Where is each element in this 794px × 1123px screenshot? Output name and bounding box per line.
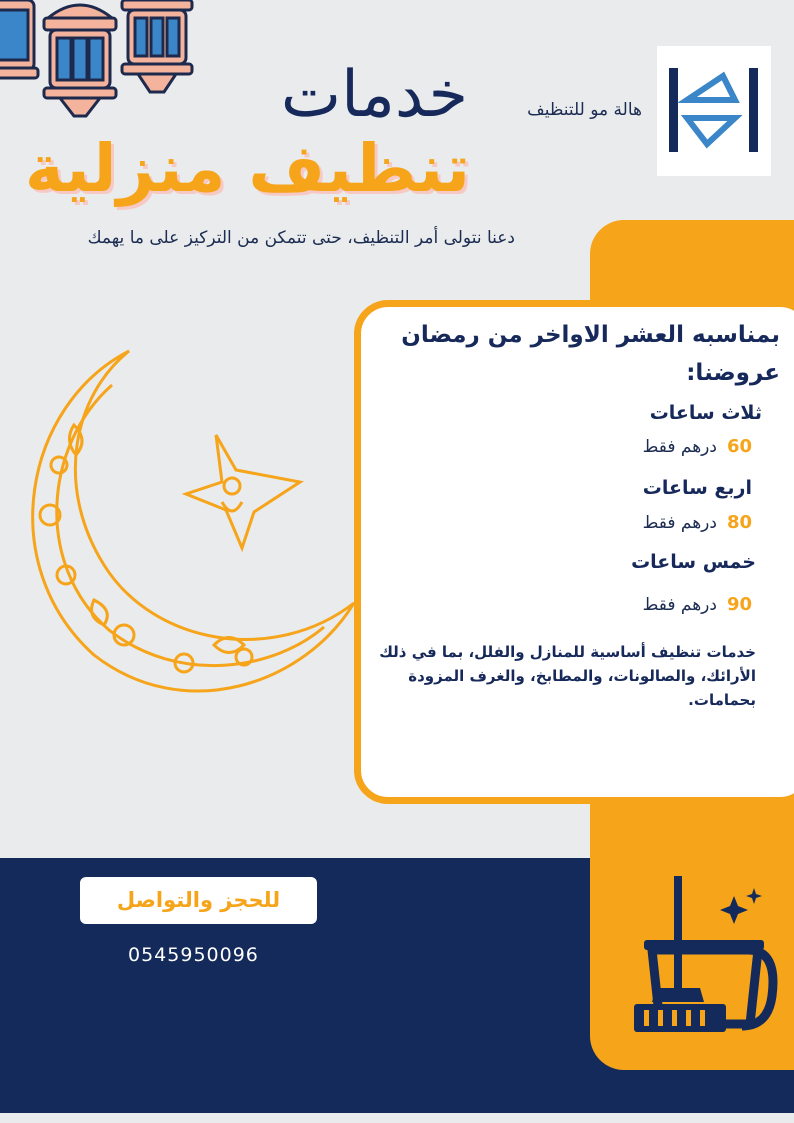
package-price <box>643 594 752 615</box>
sparkle-icon <box>720 888 762 924</box>
price-value: 80 <box>726 512 752 533</box>
package-label: خمس ساعات <box>631 551 756 573</box>
phone-number[interactable]: 0545950096 <box>128 944 259 966</box>
service-description: خدمات تنظيف أساسية للمنازل والفلل، بما في ذلك الأرائك، والصالونات، والمطابخ، والغرف المزودة بحمامات. <box>379 643 756 709</box>
package-price <box>643 436 752 457</box>
package-price <box>643 512 752 533</box>
price-value: 90 <box>726 594 752 615</box>
package-label: اربع ساعات <box>642 477 752 499</box>
booking-button[interactable]: للحجز والتواصل <box>80 877 317 924</box>
star-icon <box>182 430 304 552</box>
mop-bucket-icon <box>630 876 780 1036</box>
page-title: خدمات <box>280 58 468 132</box>
price-text: درهم فقط <box>642 437 717 457</box>
tagline: دعنا نتولى أمر التنظيف، حتى تتمكن من التركيز على ما يهمك <box>87 228 515 248</box>
price-text: درهم فقط <box>642 513 717 533</box>
offer-subheading: عروضنا: <box>686 360 780 386</box>
page-subtitle: تنظيف منزلية <box>24 130 470 207</box>
bottom-strip <box>0 1113 794 1123</box>
offer-heading: بمناسبه العشر الاواخر من رمضان <box>401 322 780 348</box>
price-value: 60 <box>726 436 752 457</box>
lantern-icon <box>0 0 200 125</box>
package-label: ثلاث ساعات <box>649 402 762 424</box>
price-text: درهم فقط <box>642 595 717 615</box>
logo-mark-icon <box>657 46 771 176</box>
brand-logo <box>657 46 771 176</box>
brand-name: هالة مو للتنظيف <box>527 100 642 120</box>
